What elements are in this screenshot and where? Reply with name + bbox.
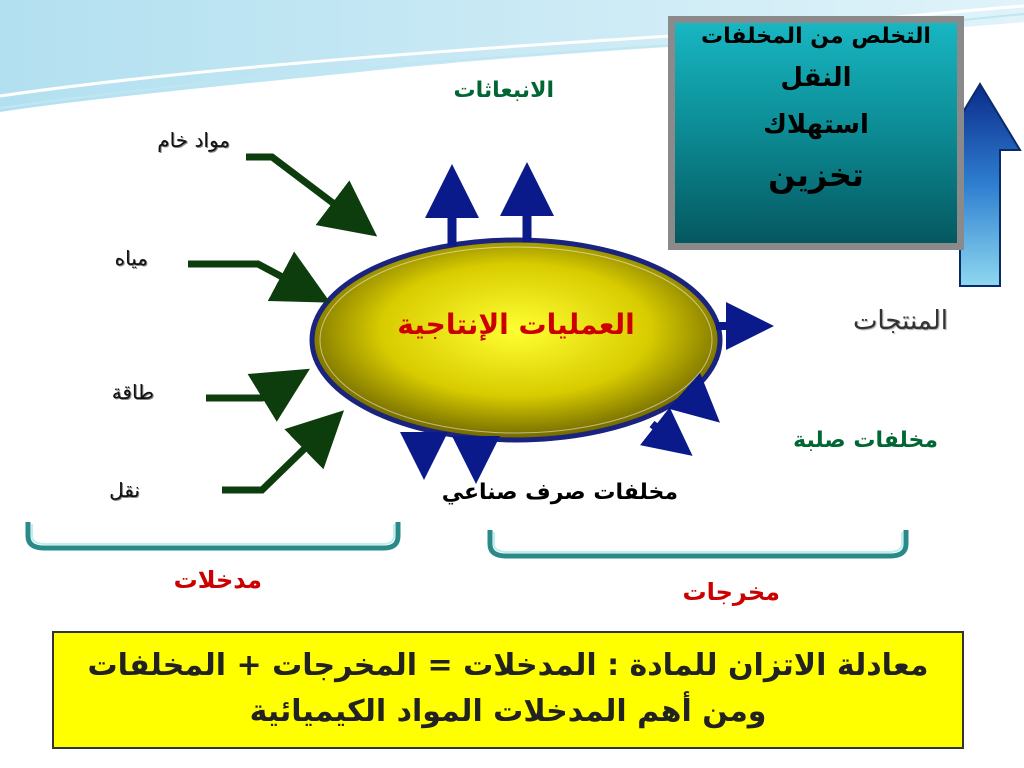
raw-materials-label: مواد خام xyxy=(157,128,230,152)
arrow-energy xyxy=(206,376,298,398)
disposal-consumption: استهلاك xyxy=(763,110,869,140)
emissions-label: الانبعاثات xyxy=(453,78,554,103)
arrow-solid-waste-1 xyxy=(690,396,708,412)
water-label: مياه xyxy=(114,246,148,270)
solid-waste-label: مخلفات صلبة xyxy=(793,428,938,453)
arrow-solid-waste-2 xyxy=(652,424,680,446)
products-label: المنتجات xyxy=(852,306,948,336)
industrial-discharge-label: مخلفات صرف صناعي xyxy=(441,480,678,505)
equation-line-1: معادلة الاتزان للمادة : المدخلات = المخرجات + المخلفات xyxy=(87,648,929,683)
arrow-raw-materials xyxy=(246,157,366,228)
arrow-water xyxy=(188,264,318,296)
equation-box xyxy=(52,631,964,749)
disposal-transport: النقل xyxy=(780,63,852,93)
equation-line-2: ومن أهم المدخلات المواد الكيميائية xyxy=(249,694,767,729)
outputs-group-label: مخرجات xyxy=(682,578,780,606)
production-processes-label: العمليات الإنتاجية xyxy=(397,308,635,341)
disposal-title: التخلص من المخلفات xyxy=(701,24,931,49)
inputs-group-label: مدخلات xyxy=(173,566,262,594)
disposal-box xyxy=(668,16,964,250)
energy-label: طاقة xyxy=(111,380,154,404)
arrow-transport xyxy=(222,420,334,490)
emission-arrows xyxy=(452,180,527,246)
transport-label: نقل xyxy=(109,478,140,502)
disposal-storage: تخزين xyxy=(768,156,864,194)
